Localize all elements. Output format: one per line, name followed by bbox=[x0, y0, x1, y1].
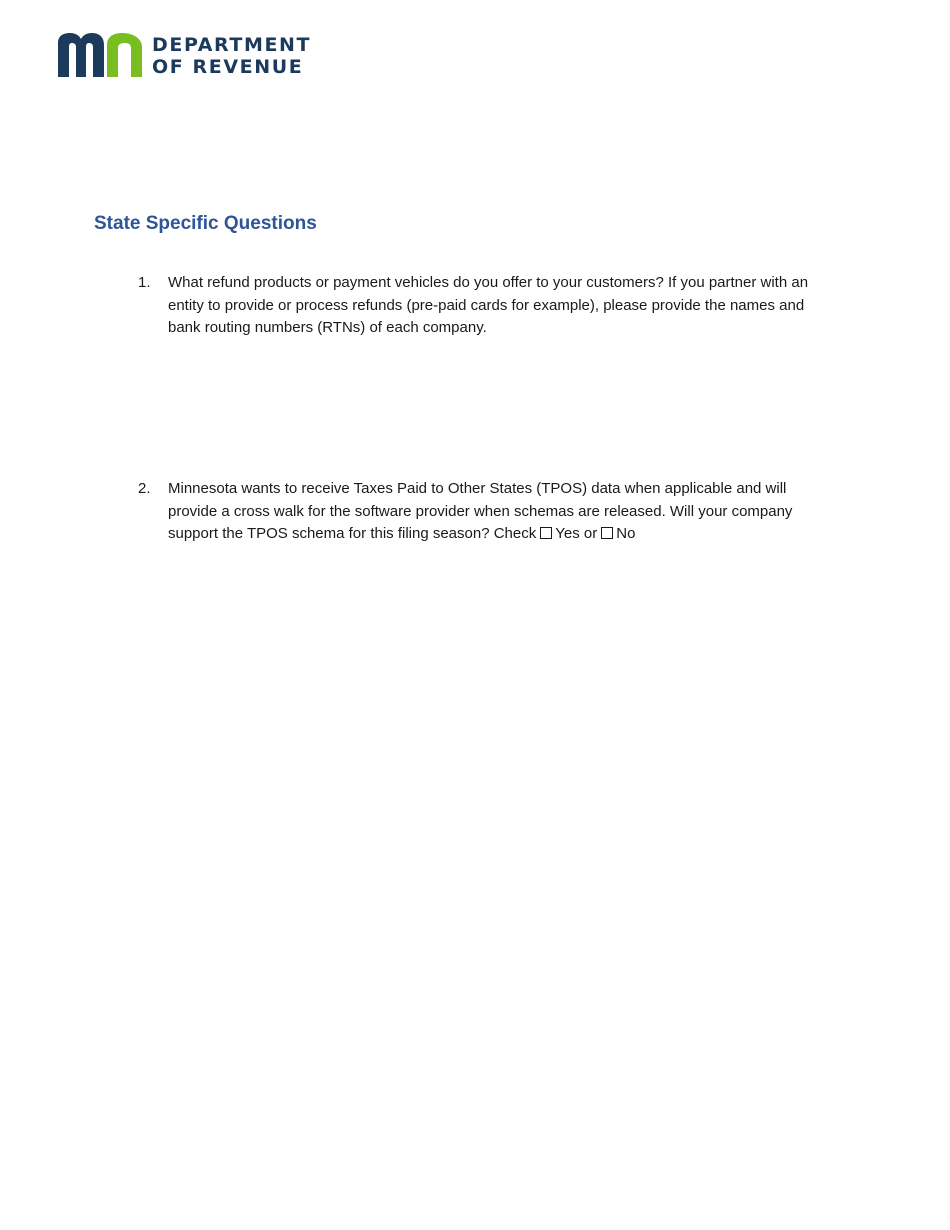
question-text: Minnesota wants to receive Taxes Paid to Other States (TPOS) data when applicable and will provide a cross walk for the software provider when schemas are released. Will your company support the TPOS schema for this filing season? Check bbox=[168, 480, 793, 542]
question-2 bbox=[138, 478, 838, 546]
mn-revenue-logo bbox=[58, 33, 312, 79]
question-number: 2. bbox=[138, 480, 151, 497]
logo-line-2: OF REVENUE bbox=[152, 56, 304, 78]
question-text: What refund products or payment vehicles do you offer to your customers? If you partner with an entity to provide or process refunds (pre-paid cards for example), please provide the names and bank routing numbers (RTNs) of each company. bbox=[168, 274, 809, 336]
yes-label: Yes or bbox=[555, 525, 598, 542]
question-text-wrapper bbox=[168, 478, 838, 546]
no-checkbox[interactable] bbox=[601, 527, 613, 539]
no-label: No bbox=[616, 525, 636, 542]
question-number: 1. bbox=[138, 274, 151, 291]
logo-wordmark bbox=[152, 34, 311, 78]
mn-logo-icon bbox=[58, 33, 142, 77]
logo-line-1: DEPARTMENT bbox=[152, 34, 312, 56]
yes-checkbox[interactable] bbox=[540, 527, 552, 539]
question-1 bbox=[138, 272, 838, 340]
section-title: State Specific Questions bbox=[94, 213, 317, 234]
